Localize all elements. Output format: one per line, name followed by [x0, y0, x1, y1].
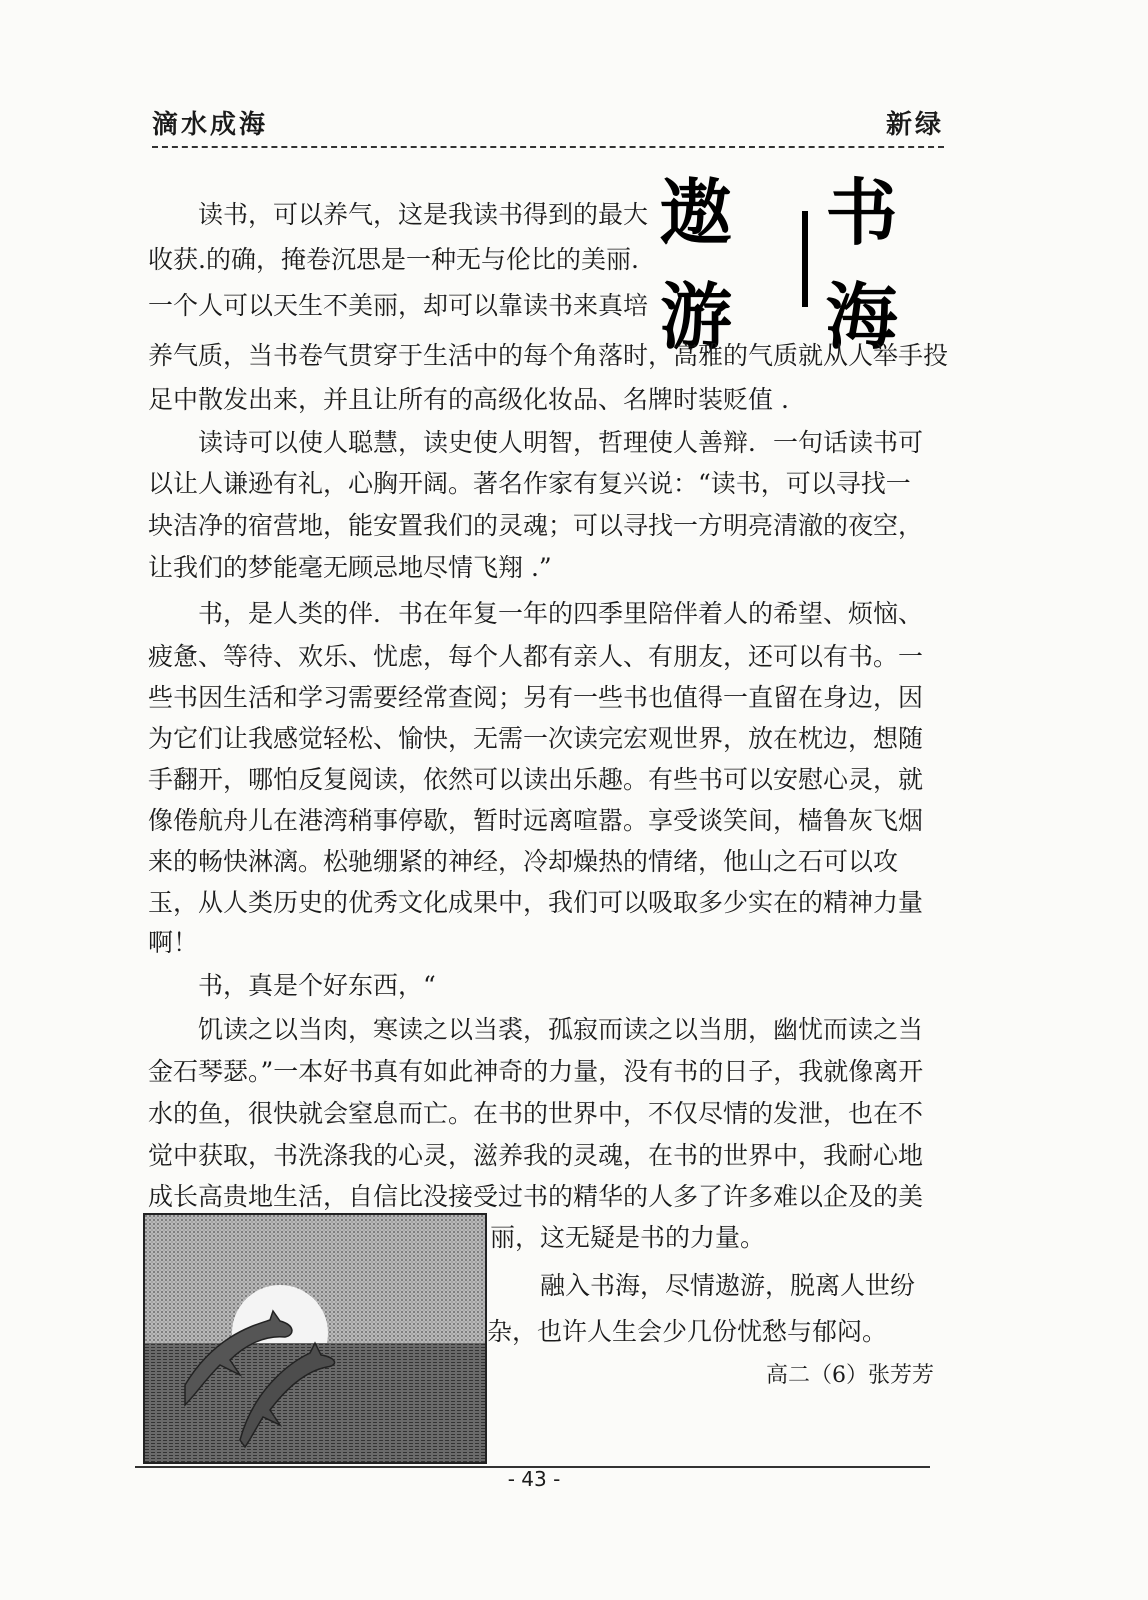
body-line: 觉中获取，书洗涤我的心灵，滋养我的灵魂，在书的世界中，我耐心地: [148, 1141, 924, 1170]
body-line: 疲惫、等待、欢乐、忧虑，每个人都有亲人、有朋友，还可以有书。一: [148, 642, 924, 671]
body-line: 玉，从人类历史的优秀文化成果中，我们可以吸取多少实在的精神力量: [148, 888, 924, 917]
title-left: 遨游: [660, 171, 735, 359]
article-title: [660, 171, 950, 359]
body-line: 杂，也许人生会少几份忧愁与郁闷。: [487, 1317, 888, 1346]
body-line: 来的畅快淋漓。松驰绷紧的神经，冷却燥热的情绪，他山之石可以攻: [148, 847, 899, 876]
body-line: 足中散发出来，并且让所有的高级化妆品、名牌时装贬值 .: [148, 385, 789, 414]
title-right: 书海: [825, 171, 900, 359]
title-separator: [802, 211, 807, 307]
running-header: [152, 104, 944, 144]
body-line: 养气质，当书卷气贯穿于生活中的每个角落时，高雅的气质就从人举手投: [148, 341, 949, 370]
body-line: 收获.的确，掩卷沉思是一种无与伦比的美丽.: [148, 245, 639, 274]
body-line: 为它们让我感觉轻松、愉快，无需一次读完宏观世界，放在枕边，想随: [148, 724, 924, 753]
body-line: 丽，这无疑是书的力量。: [490, 1223, 766, 1252]
body-line: 让我们的梦能毫无顾忌地尽情飞翔 .”: [148, 553, 552, 582]
body-line: 块洁净的宿营地，能安置我们的灵魂；可以寻找一方明亮清澈的夜空，: [148, 511, 924, 540]
page-number: - 43 -: [507, 1467, 561, 1491]
body-line: 以让人谦逊有礼，心胸开阔。著名作家有复兴说：“读书，可以寻找一: [148, 469, 911, 498]
header-left-title: 滴水成海: [152, 110, 269, 140]
dolphins-photo: [143, 1213, 487, 1464]
body-line: 饥读之以当肉，寒读之以当裘，孤寂而读之以当朋，幽忧而读之当: [198, 1015, 924, 1044]
body-line: 些书因生活和学习需要经常查阅；另有一些书也值得一直留在身边，因: [148, 683, 924, 712]
body-line: 水的鱼，很快就会窒息而亡。在书的世界中，不仅尽情的发泄，也在不: [148, 1099, 924, 1128]
dolphins-illustration: [145, 1215, 485, 1462]
body-line: 读书，可以养气，这是我读书得到的最大: [198, 200, 649, 229]
body-line: 一个人可以天生不美丽，却可以靠读书来真培: [148, 291, 649, 320]
body-line: 金石琴瑟。”一本好书真有如此神奇的力量，没有书的日子，我就像离开: [148, 1057, 924, 1086]
body-line: 像倦航舟儿在港湾稍事停歇，暂时远离喧嚣。享受谈笑间，樯鲁灰飞烟: [148, 806, 924, 835]
author-byline: 高二（6）张芳芳: [766, 1363, 934, 1388]
header-right-title: 新绿: [885, 110, 944, 140]
body-line: 书，真是个好东西，“: [198, 971, 436, 1000]
body-line: 读诗可以使人聪慧，读史使人明智，哲理使人善辩．一句话读书可: [198, 428, 924, 457]
body-line: 融入书海，尽情遨游，脱离人世纷: [540, 1271, 916, 1300]
body-line: 书，是人类的伴．书在年复一年的四季里陪伴着人的希望、烦恼、: [198, 599, 924, 628]
header-divider: [152, 146, 944, 148]
body-line: 成长高贵地生活，自信比没接受过书的精华的人多了许多难以企及的美: [148, 1182, 924, 1211]
body-line: 啊！: [148, 928, 199, 957]
body-line: 手翻开，哪怕反复阅读，依然可以读出乐趣。有些书可以安慰心灵，就: [148, 765, 924, 794]
